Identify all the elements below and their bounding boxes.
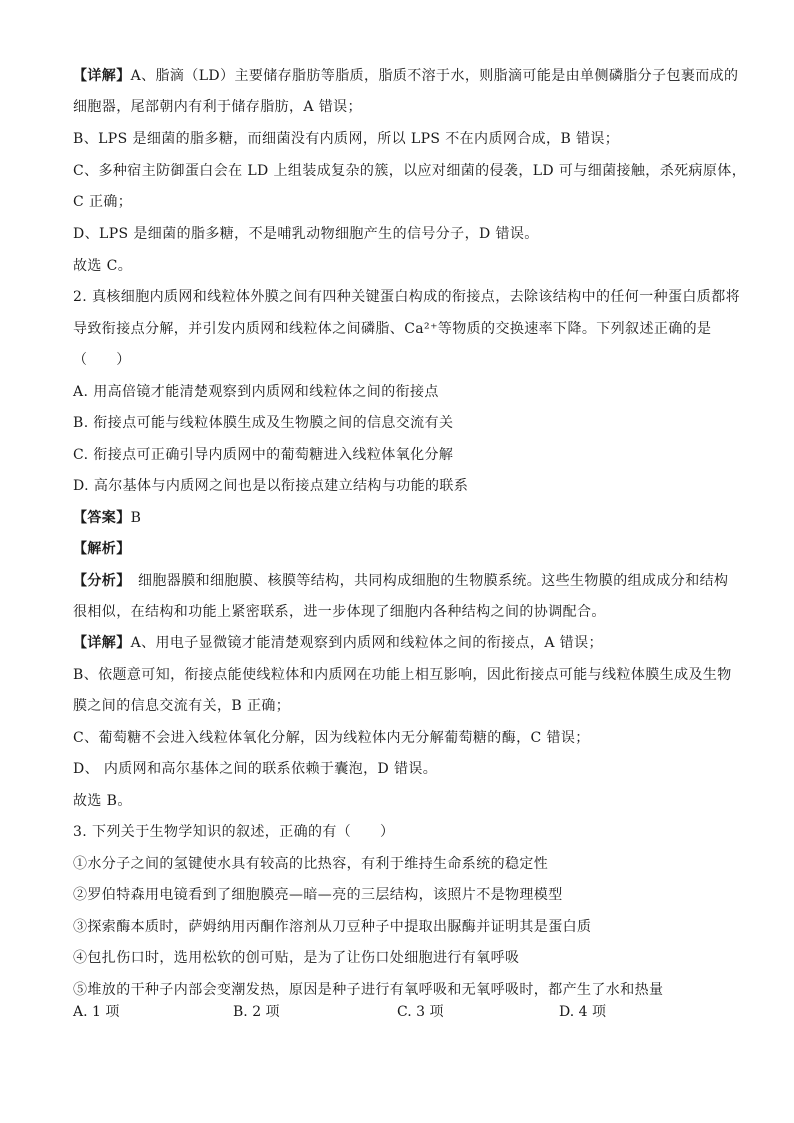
- line-text: ④包扎伤口时，选用松软的创可贴，是为了让伤口处细胞进行有氧呼吸: [73, 950, 520, 966]
- line-text: A、用电子显微镜才能清楚观察到内质网和线粒体之间的衔接点，A 错误；: [130, 635, 603, 651]
- line-text: A. 用高倍镜才能清楚观察到内质网和线粒体之间的衔接点: [73, 384, 439, 400]
- text-line: [73, 66, 738, 86]
- line-text: 细胞器膜和细胞膜、核膜等结构，共同构成细胞的生物膜系统。这些生物膜的组成成分和结构: [123, 573, 729, 589]
- line-text: B、LPS 是细菌的脂多糖，而细菌没有内质网，所以 LPS 不在内质网合成，B 错误；: [73, 131, 620, 147]
- question-line: [73, 350, 131, 370]
- option-c: C. 3 项: [397, 1004, 444, 1020]
- line-tag: 【详解】: [73, 68, 131, 84]
- line-tag: 【详解】: [73, 635, 131, 651]
- line-text: 很相似，在结构和功能上紧密联系，进一步体现了细胞内各种结构之间的协调配合。: [73, 604, 606, 620]
- line-text: C 正确；: [73, 194, 133, 210]
- line-text: C. 衔接点可正确引导内质网中的葡萄糖进入线粒体氧化分解: [73, 447, 454, 463]
- line-text: 2. 真核细胞内质网和线粒体外膜之间有四种关键蛋白构成的衔接点，去除该结构中的任何一种蛋白质都将: [73, 289, 741, 305]
- line-tag: 【答案】: [73, 510, 131, 526]
- choice-line: [73, 382, 439, 402]
- line-text: 膜之间的信息交流有关，B 正确；: [73, 698, 291, 714]
- line-text: D. 高尔基体与内质网之间也是以衔接点建立结构与功能的联系: [73, 478, 469, 494]
- line-text: ⑤堆放的干种子内部会变潮发热，原因是种子进行有氧呼吸和无氧呼吸时，都产生了水和热量: [73, 982, 664, 998]
- text-line: [73, 665, 732, 685]
- text-line: [73, 633, 603, 653]
- text-line: [73, 192, 132, 212]
- line-text: A、脂滴（LD）主要储存脂肪等脂质，脂质不溶于水，则脂滴可能是由单侧磷脂分子包裹而成的: [130, 68, 739, 84]
- line-text: C、多种宿主防御蛋白会在 LD 上组装成复杂的簇，以应对细菌的侵袭，LD 可与细菌接触，杀死病原体，: [73, 163, 747, 179]
- line-text: D、 内质网和高尔基体之间的联系依赖于囊泡，D 错误。: [73, 761, 438, 777]
- choice-line: [73, 413, 453, 433]
- line-text: 3. 下列关于生物学知识的叙述，正确的有（ ）: [73, 824, 395, 840]
- choice-line: [73, 476, 468, 496]
- option-b: B. 2 项: [233, 1004, 280, 1020]
- statement-line: [73, 948, 519, 968]
- line-text: B: [130, 510, 142, 526]
- answer-line: [73, 508, 141, 528]
- analysis-heading: [73, 539, 131, 559]
- statement-line: [73, 885, 563, 905]
- option-a: A. 1 项: [73, 1004, 120, 1020]
- line-text: C、葡萄糖不会进入线粒体氧化分解，因为线粒体内无分解葡萄糖的酶，C 错误；: [73, 730, 590, 746]
- question-line: [73, 822, 394, 842]
- line-text: ②罗伯特森用电镜看到了细胞膜亮—暗—亮的三层结构，该照片不是物理模型: [73, 887, 563, 903]
- line-text: ①水分子之间的氢键使水具有较高的比热容，有利于维持生命系统的稳定性: [73, 856, 549, 872]
- choice-line: [73, 445, 453, 465]
- question-line: [73, 319, 711, 339]
- question-line: [73, 287, 740, 307]
- line-text: 细胞器，尾部朝内有利于储存脂肪，A 错误；: [73, 99, 362, 115]
- line-text: 导致衔接点分解，并引发内质网和线粒体之间磷脂、Ca²⁺等物质的交换速率下降。下列叙述正确的是: [73, 321, 712, 337]
- line-text: 故选 B。: [73, 793, 132, 809]
- text-line: [73, 759, 437, 779]
- line-tag: 【分析】: [73, 573, 124, 589]
- text-line: [73, 728, 590, 748]
- statement-line: [73, 980, 663, 1000]
- text-line: [73, 602, 606, 622]
- line-text: D、LPS 是细菌的脂多糖，不是哺乳动物细胞产生的信号分子，D 错误。: [73, 226, 539, 242]
- line-text: B. 衔接点可能与线粒体膜生成及生物膜之间的信息交流有关: [73, 415, 454, 431]
- option-d: D. 4 项: [559, 1004, 606, 1020]
- text-line: [73, 97, 362, 117]
- text-line: [73, 161, 746, 181]
- line-text: B、依题意可知，衔接点能使线粒体和内质网在功能上相互影响，因此衔接点可能与线粒体膜生成及生物: [73, 667, 732, 683]
- text-line: [73, 224, 539, 244]
- text-line: [73, 571, 728, 591]
- text-line: [73, 791, 132, 811]
- answer-options: [73, 1002, 723, 1022]
- line-text: （ ）: [73, 352, 131, 368]
- line-tag: 【解析】: [73, 541, 131, 557]
- line-text: ③探索酶本质时，萨姆纳用丙酮作溶剂从刀豆种子中提取出脲酶并证明其是蛋白质: [73, 919, 592, 935]
- text-line: [73, 696, 290, 716]
- statement-line: [73, 917, 591, 937]
- statement-line: [73, 854, 548, 874]
- text-line: [73, 129, 619, 149]
- line-text: 故选 C。: [73, 258, 133, 274]
- text-line: [73, 256, 132, 276]
